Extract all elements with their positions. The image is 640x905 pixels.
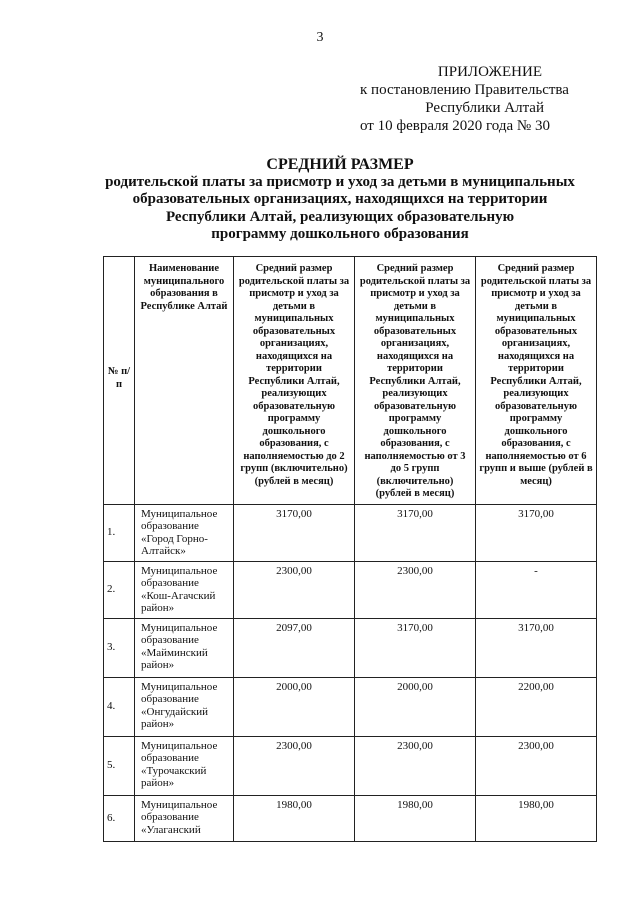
table-row xyxy=(104,618,597,677)
row-fee-3: - xyxy=(476,561,597,618)
row-number: 2. xyxy=(104,561,135,618)
row-municipality: Муниципальное образование «Майминский район» xyxy=(135,618,234,677)
title-main: СРЕДНИЙ РАЗМЕР xyxy=(266,156,414,173)
row-municipality: Муниципальное образование «Онгудайский район» xyxy=(135,677,234,736)
title-line: образовательных организациях, находящихся на территории xyxy=(132,191,548,207)
table-header-row xyxy=(104,257,597,505)
title-line: Республики Алтай, реализующих образовательную xyxy=(165,208,515,225)
row-fee-3: 3170,00 xyxy=(476,618,597,677)
row-fee-1: 2000,00 xyxy=(234,677,355,736)
table-row xyxy=(104,504,597,561)
row-fee-1: 2300,00 xyxy=(234,561,355,618)
appendix-block xyxy=(360,63,600,135)
row-fee-2: 2300,00 xyxy=(355,736,476,795)
row-municipality: Муниципальное образование «Улаганский xyxy=(135,795,234,841)
row-number: 6. xyxy=(104,795,135,841)
fee-table xyxy=(103,256,597,842)
page-number: 3 xyxy=(316,30,324,45)
header-fee-up-to-2-groups: Средний размер родительской платы за присмотр и уход за детьми в муниципальных образовательных организациях, находящихся на территории Республики Алтай, реализующих образовательную программу дошкольного образования, с наполняемостью до 2 групп (включительно) (рублей в месяц) xyxy=(234,257,355,505)
row-fee-1: 3170,00 xyxy=(234,504,355,561)
row-fee-2: 3170,00 xyxy=(355,618,476,677)
row-number: 4. xyxy=(104,677,135,736)
header-fee-6-plus-groups: Средний размер родительской платы за присмотр и уход за детьми в муниципальных образовательных организациях, находящихся на территории Республики Алтай, реализующих образовательную программу дошкольного образования, с наполняемостью от 6 групп и выше (рублей в месяц) xyxy=(476,257,597,505)
row-fee-1: 2300,00 xyxy=(234,736,355,795)
table-row xyxy=(104,677,597,736)
appendix-line: к постановлению Правительства xyxy=(360,82,569,98)
row-fee-2: 2000,00 xyxy=(355,677,476,736)
row-fee-3: 2300,00 xyxy=(476,736,597,795)
header-municipality: Наименование муниципального образования в Республике Алтай xyxy=(135,257,234,505)
row-fee-2: 1980,00 xyxy=(355,795,476,841)
row-number: 5. xyxy=(104,736,135,795)
row-fee-3: 1980,00 xyxy=(476,795,597,841)
row-number: 3. xyxy=(104,618,135,677)
document-title xyxy=(90,156,590,244)
header-number: № п/п xyxy=(104,257,135,505)
row-fee-3: 3170,00 xyxy=(476,504,597,561)
row-number: 1. xyxy=(104,504,135,561)
row-municipality: Муниципальное образование «Кош-Агачский район» xyxy=(135,561,234,618)
table-row xyxy=(104,736,597,795)
header-fee-3-to-5-groups: Средний размер родительской платы за присмотр и уход за детьми в муниципальных образовательных организациях, находящихся на территории Республики Алтай, реализующих образовательную программу дошкольного образования, с наполняемостью от 3 до 5 групп (включительно) (рублей в месяц) xyxy=(355,257,476,505)
row-fee-2: 2300,00 xyxy=(355,561,476,618)
row-municipality: Муниципальное образование «Город Горно-Алтайск» xyxy=(135,504,234,561)
row-municipality: Муниципальное образование «Турочакский район» xyxy=(135,736,234,795)
title-line: программу дошкольного образования xyxy=(211,226,469,242)
appendix-line: Республики Алтай xyxy=(425,100,544,116)
table-row xyxy=(104,561,597,618)
appendix-heading: ПРИЛОЖЕНИЕ xyxy=(437,64,542,80)
row-fee-3: 2200,00 xyxy=(476,677,597,736)
row-fee-1: 2097,00 xyxy=(234,618,355,677)
table-row xyxy=(104,795,597,841)
appendix-line: от 10 февраля 2020 года № 30 xyxy=(360,118,550,134)
row-fee-2: 3170,00 xyxy=(355,504,476,561)
row-fee-1: 1980,00 xyxy=(234,795,355,841)
title-line: родительской платы за присмотр и уход за детьми в муниципальных xyxy=(105,173,575,190)
